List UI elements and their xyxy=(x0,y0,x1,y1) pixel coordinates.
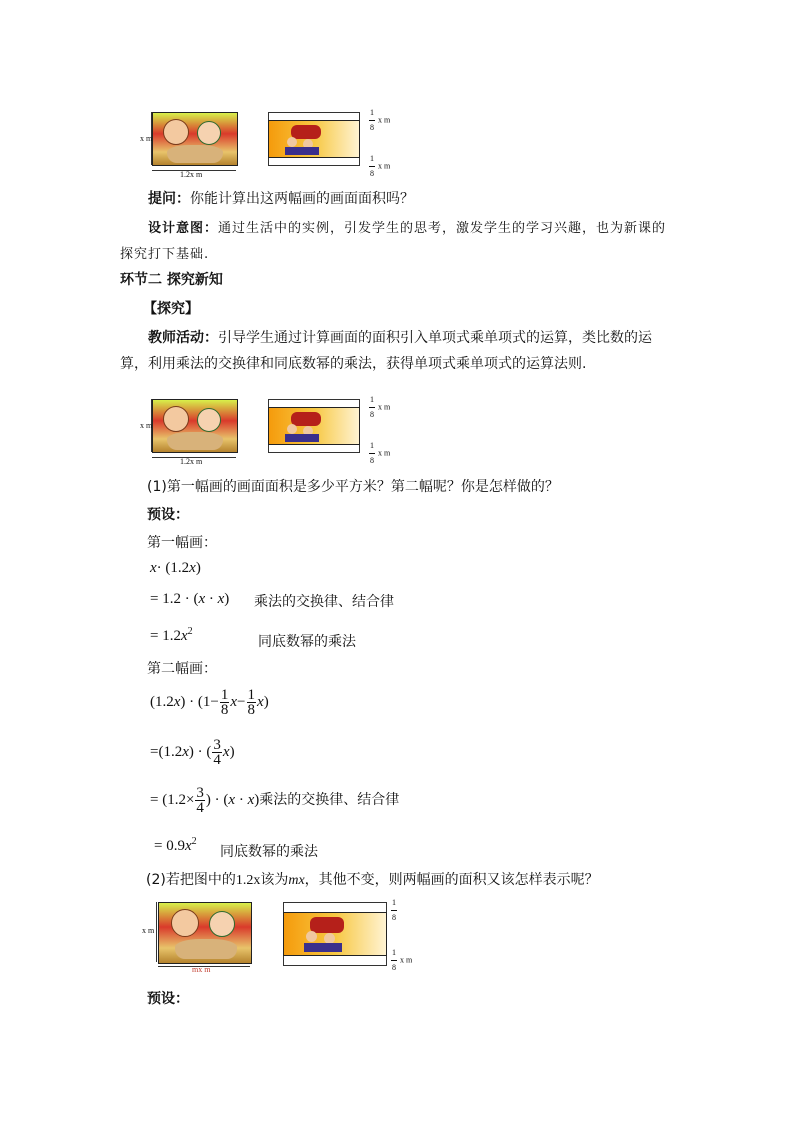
question-1: (1)第一幅画的画面面积是多少平方米？第二幅呢？你是怎样做的？ xyxy=(147,479,559,495)
figure-row-3 xyxy=(140,896,420,976)
preset-label-2: 预设： xyxy=(147,991,189,1007)
teacher-activity-continuation: 算，利用乘法的交换律和同底数幂的乘法，获得单项式乘单项式的运算法则. xyxy=(120,356,587,372)
second-painting-label: 第二幅画： xyxy=(147,661,217,677)
painting-1 xyxy=(152,112,238,166)
calc1-line1: x· (1.2x) xyxy=(150,560,201,576)
figure-row-1 xyxy=(140,90,400,180)
calc2-line4: = $0.9x^2$ xyxy=(154,836,197,854)
frac-top-label: $\frac{1}{8}$ x m xyxy=(370,395,391,419)
painting-2 xyxy=(268,120,360,158)
painting-1 xyxy=(158,902,252,964)
painting-1 xyxy=(152,399,238,453)
frac-top-label: $\frac{1}{8}$ x m xyxy=(370,108,391,132)
design-intent-paragraph: 设计意图：通过生活中的实例，引发学生的思考，激发学生的学习兴趣，也为新课的 xyxy=(148,221,667,236)
dim-label-width: mx m xyxy=(192,965,211,974)
dim-label-width: 1.2x m xyxy=(180,457,203,466)
question-paragraph: 提问：你能计算出这两幅画的画面面积吗？ xyxy=(148,191,414,207)
preset-label-1: 预设： xyxy=(147,507,189,523)
calc2-line3: = (1.2× $\frac{3}{4}$ ) · (x · x)乘法的交换律、结合律 xyxy=(150,785,400,816)
calc2-line4-note: 同底数幂的乘法 xyxy=(220,844,318,860)
calc1-line2-note: 乘法的交换律、结合律 xyxy=(254,594,394,610)
figure-row-2 xyxy=(140,377,400,467)
dim-label-height: x m xyxy=(142,926,155,935)
design-intent-continuation: 探究打下基础. xyxy=(120,247,210,262)
painting-2 xyxy=(268,407,360,445)
painting-2-frame xyxy=(268,112,360,166)
frac-bottom-label: $\frac{1}{8}$ x m xyxy=(392,948,413,972)
question-2: (2)若把图中的1.2x该为mx，其他不变，则两幅画的面积又该怎样表示呢？ xyxy=(146,872,599,888)
dim-label-height: x m xyxy=(140,421,153,430)
painting-2-frame xyxy=(268,399,360,453)
calc1-line2: = 1.2 · (x · x) xyxy=(150,591,230,607)
frac-bottom-label: $\frac{1}{8}$ x m xyxy=(370,441,391,465)
painting-2 xyxy=(283,912,387,956)
painting-2-frame xyxy=(283,902,387,966)
explore-heading: 【探究】 xyxy=(143,301,199,317)
dim-label-width: 1.2x m xyxy=(180,170,203,179)
calc2-line1: (1.2x) · (1− $\frac{1}{8}$ x− $\frac{1}{8}$ x) xyxy=(150,687,269,718)
section-title: 环节二 探究新知 xyxy=(120,272,223,288)
frac-top-label: $\frac{1}{8}$ xyxy=(392,898,396,922)
calc1-line3-note: 同底数幂的乘法 xyxy=(258,634,356,650)
calc2-line2: =(1.2x) · ( $\frac{3}{4}$ x) xyxy=(150,737,235,768)
teacher-activity: 教师活动：引导学生通过计算画面的面积引入单项式乘单项式的运算，类比数的运 xyxy=(148,330,652,346)
frac-bottom-label: $\frac{1}{8}$ x m xyxy=(370,154,391,178)
calc1-line3: = $1.2x^2$ xyxy=(150,626,193,644)
first-painting-label: 第一幅画： xyxy=(147,535,217,551)
dim-label-height: x m xyxy=(140,134,153,143)
